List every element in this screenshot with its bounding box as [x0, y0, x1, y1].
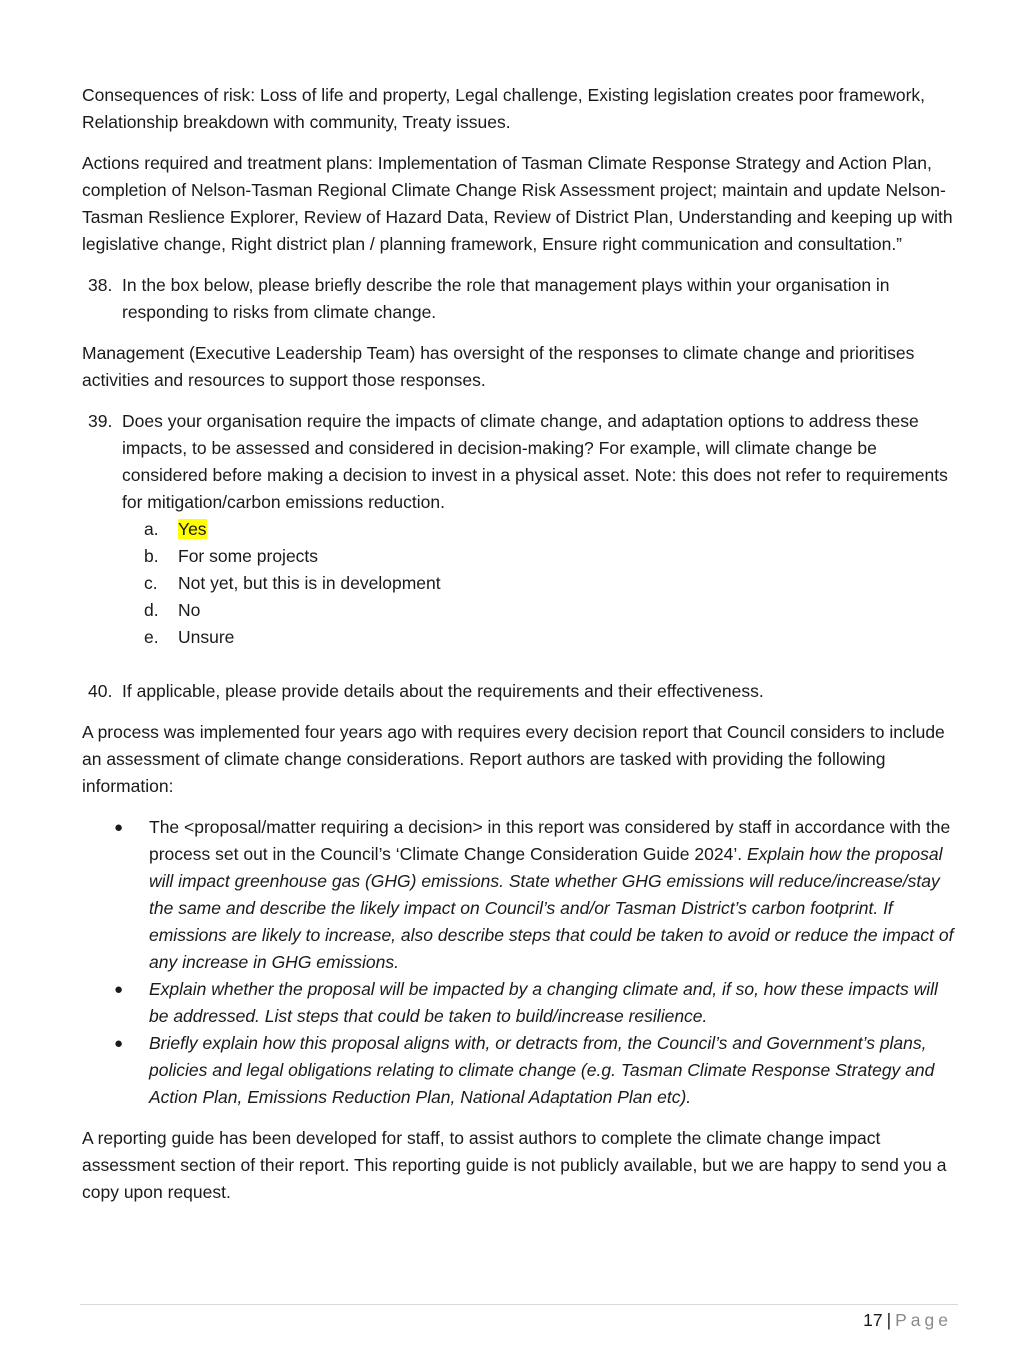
question-text: If applicable, please provide details about the requirements and their effectiveness. — [122, 681, 764, 701]
question-number: 39. — [88, 411, 113, 431]
option-a — [144, 516, 962, 543]
footer-separator: | — [886, 1310, 892, 1330]
option-b — [144, 543, 962, 570]
option-label: For some projects — [178, 546, 319, 566]
option-letter: c. — [144, 573, 158, 593]
option-label: No — [178, 600, 201, 620]
option-letter: a. — [144, 519, 159, 539]
footer-divider — [80, 1304, 958, 1305]
answer-options — [144, 516, 962, 651]
option-letter: e. — [144, 627, 159, 647]
question-39 — [82, 408, 962, 516]
bullet-icon: ● — [114, 819, 124, 836]
list-item — [82, 1030, 962, 1111]
page-label: Page — [895, 1310, 952, 1330]
requirements-list — [82, 814, 962, 1111]
option-c — [144, 570, 962, 597]
question-40 — [82, 678, 962, 705]
option-letter: b. — [144, 546, 159, 566]
question-number: 40. — [88, 681, 113, 701]
answer-40-intro: A process was implemented four years ago with requires every decision report that Council considers to include an assessment of climate change considerations. Report authors are tasked with providing the following information: — [82, 722, 945, 796]
actions-paragraph: Actions required and treatment plans: Implementation of Tasman Climate Response Strategy and Action Plan, completion of Nelson-Tasman Regional Climate Change Risk Assessment project; maintain and update Nelson-Tasman Reslience Explorer, Review of Hazard Data, Review of District Plan, Understanding and keeping up with legislative change, Right district plan / planning framework, Ensure right communication and consultation.” — [82, 153, 953, 254]
option-label: Unsure — [178, 627, 235, 647]
list-item — [82, 976, 962, 1030]
question-38 — [82, 272, 962, 326]
option-letter: d. — [144, 600, 159, 620]
bullet-icon: ● — [114, 1035, 124, 1052]
bullet-text-italic: Explain how the proposal will impact greenhouse gas (GHG) emissions. State whether GHG emissions will reduce/increase/stay the same and describe the likely impact on Council’s and/or Tasman District’s carbon footprint. If emissions are likely to increase, also describe steps that could be taken to avoid or reduce the impact of any increase in GHG emissions. — [149, 844, 954, 972]
option-label: Not yet, but this is in development — [178, 573, 441, 593]
option-e — [144, 624, 962, 651]
bullet-icon: ● — [114, 981, 124, 998]
option-label-selected: Yes — [178, 519, 207, 539]
bullet-text: The <proposal/matter requiring a decision> in this report was considered by staff in accordance with the process set out in the Council’s ‘Climate Change Consideration Guide 2024’. — [149, 817, 951, 864]
question-number: 38. — [88, 275, 113, 295]
consequences-paragraph: Consequences of risk: Loss of life and property, Legal challenge, Existing legislation creates poor framework, Relationship breakdown with community, Treaty issues. — [82, 85, 926, 132]
bullet-text-italic: Briefly explain how this proposal aligns with, or detracts from, the Council’s and Government’s plans, policies and legal obligations relating to climate change (e.g. Tasman Climate Response Strategy and Action Plan, Emissions Reduction Plan, National Adaptation Plan etc). — [149, 1033, 935, 1107]
page-footer — [863, 1308, 952, 1332]
closing-paragraph: A reporting guide has been developed for staff, to assist authors to complete the climate change impact assessment section of their report. This reporting guide is not publicly available, but we are happy to send you a copy upon request. — [82, 1128, 947, 1202]
page-content — [82, 82, 962, 1220]
page-number: 17 — [863, 1310, 883, 1330]
list-item — [82, 814, 962, 976]
option-d — [144, 597, 962, 624]
answer-38: Management (Executive Leadership Team) has oversight of the responses to climate change and prioritises activities and resources to support those responses. — [82, 343, 915, 390]
question-text: In the box below, please briefly describe the role that management plays within your organisation in responding to risks from climate change. — [122, 275, 890, 322]
bullet-text-italic: Explain whether the proposal will be impacted by a changing climate and, if so, how these impacts will be addressed. List steps that could be taken to build/increase resilience. — [149, 979, 938, 1026]
question-text: Does your organisation require the impacts of climate change, and adaptation options to address these impacts, to be assessed and considered in decision-making? For example, will climate change be considered before making a decision to invest in a physical asset. Note: this does not refer to requirements for mitigation/carbon emissions reduction. — [122, 411, 948, 512]
